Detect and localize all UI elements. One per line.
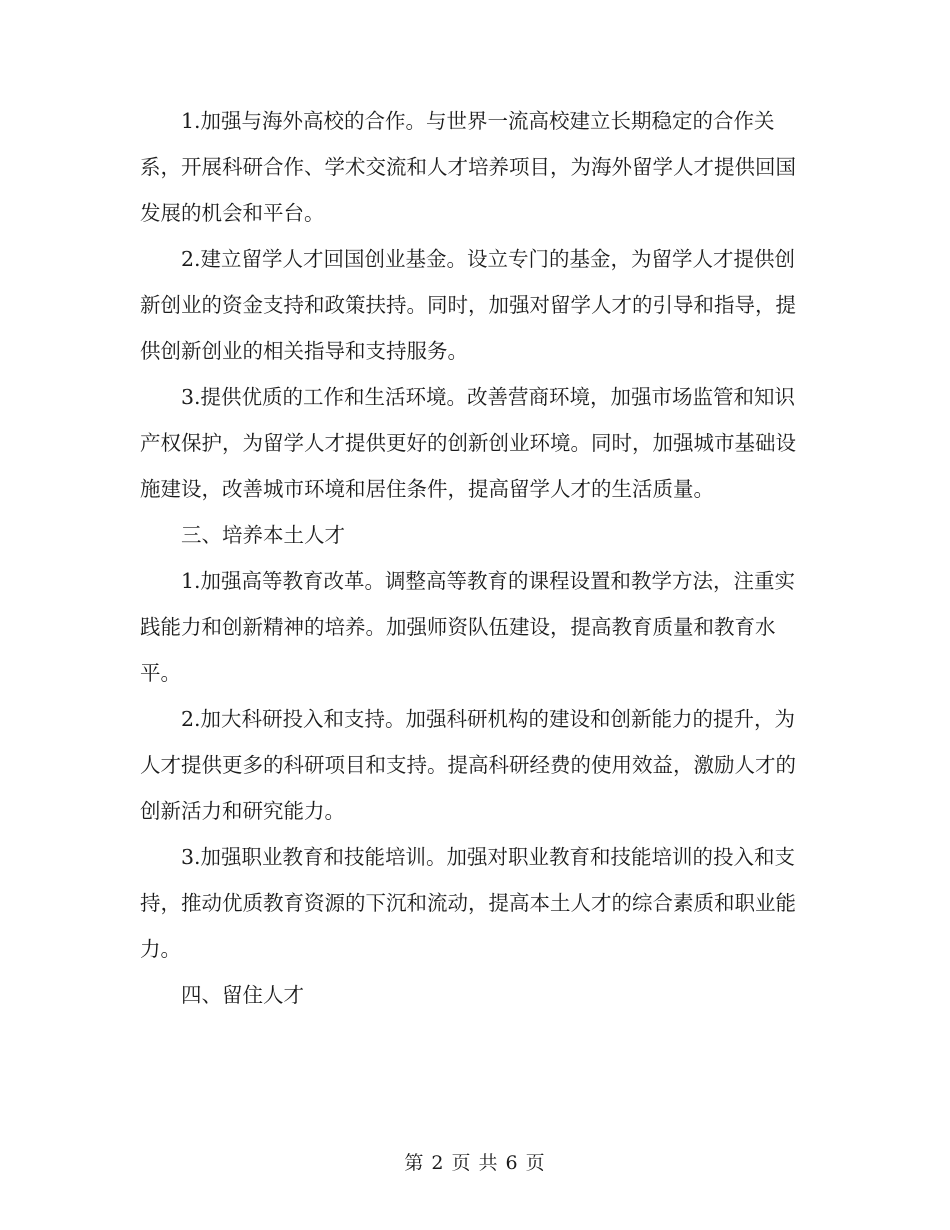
document-body (140, 98, 812, 1018)
section-heading-local-talent: 三、培养本土人才 (181, 523, 345, 547)
paragraph-vocational-training: 3.加强职业教育和技能培训。加强对职业教育和技能培训的投入和支持，推动优质教育资源的下沉和流动，提高本土人才的综合素质和职业能力。 (140, 845, 796, 961)
paragraph-research-investment: 2.加大科研投入和支持。加强科研机构的建设和创新能力的提升，为人才提供更多的科研项目和支持。提高科研经费的使用效益，激励人才的创新活力和研究能力。 (140, 707, 796, 823)
paragraph-overseas-cooperation: 1.加强与海外高校的合作。与世界一流高校建立长期稳定的合作关系，开展科研合作、学术交流和人才培养项目，为海外留学人才提供回国发展的机会和平台。 (140, 109, 796, 225)
paragraph-returnee-fund: 2.建立留学人才回国创业基金。设立专门的基金，为留学人才提供创新创业的资金支持和政策扶持。同时，加强对留学人才的引导和指导，提供创新创业的相关指导和支持服务。 (140, 247, 796, 363)
section-heading-retain-talent: 四、留住人才 (181, 983, 304, 1007)
page-number-footer: 第 2 页 共 6 页 (404, 1152, 546, 1174)
paragraph-work-environment: 3.提供优质的工作和生活环境。改善营商环境，加强市场监管和知识产权保护，为留学人才提供更好的创新创业环境。同时，加强城市基础设施建设，改善城市环境和居住条件，提高留学人才的生活质量。 (140, 385, 796, 501)
paragraph-higher-education: 1.加强高等教育改革。调整高等教育的课程设置和教学方法，注重实践能力和创新精神的培养。加强师资队伍建设，提高教育质量和教育水平。 (140, 569, 796, 685)
